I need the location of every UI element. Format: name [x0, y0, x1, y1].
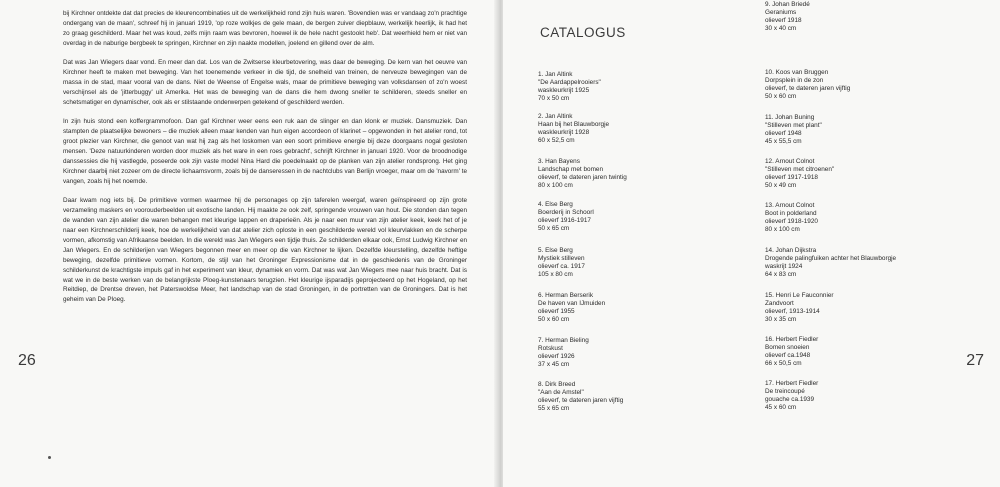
entry-detail: olieverf 1926	[538, 352, 575, 360]
entry-artist: 9. Johan Briedé	[765, 1, 810, 8]
entry-detail: Boot in polderland	[765, 209, 817, 217]
entry-dimensions: 70 x 50 cm	[538, 94, 570, 102]
entry-dimensions: 50 x 49 cm	[765, 181, 797, 189]
entry-detail: olieverf, 1913-1914	[765, 307, 820, 315]
entry-detail: olieverf 1918-1920	[765, 217, 818, 225]
entry-artist: 14. Johan Dijkstra	[765, 247, 817, 254]
paragraph: bij Kirchner ontdekte dat dat precies de kleurencombinaties uit de werkelijkheid rond zijn huis waren. 'Bovendien was er vandaag zo'n prachtige ondergang van de maan', schreef hij in januari 1919, 'op roze wolkjes de gele maan, de bergen zuiver diepblauw, werkelijk heerlijk, ik had het zo graag geschilderd. Maar het was koud, zelfs mijn raam was bevroren, hoewel ik de hele nacht gestookt heb'. Dat weerhield hem er niet van overdag in de naburige bergbeek te springen, Kirchner en zijn naakte modellen, joelend en gillend over de alm.	[63, 10, 467, 47]
catalogue-entry	[765, 69, 850, 101]
entry-artist: 6. Herman Berserik	[538, 292, 594, 299]
entry-artist: 13. Arnout Colnot	[765, 202, 815, 209]
catalogue-entry	[765, 114, 822, 146]
entry-artist: 1. Jan Altink	[538, 71, 573, 78]
entry-detail: olieverf 1918	[765, 16, 802, 24]
entry-dimensions: 105 x 80 cm	[538, 270, 573, 278]
entry-dimensions: 45 x 55,5 cm	[765, 137, 802, 145]
entry-artist: 10. Koos van Bruggen	[765, 69, 829, 76]
entry-detail: De haven van IJmuiden	[538, 299, 606, 307]
entry-dimensions: 30 x 35 cm	[765, 315, 797, 323]
entry-artist: 2. Jan Altink	[538, 113, 573, 120]
entry-detail: olieverf 1948	[765, 129, 802, 137]
catalogue-entry	[538, 292, 605, 324]
entry-detail: Mystiek stilleven	[538, 254, 585, 262]
entry-detail: olieverf ca. 1917	[538, 262, 585, 270]
page-number: 27	[966, 352, 984, 369]
catalogue-entry	[765, 380, 818, 412]
catalogue-entry	[765, 202, 818, 234]
entry-detail: Rotskust	[538, 344, 563, 352]
entry-artist: 7. Herman Bieling	[538, 337, 589, 344]
catalogue-entry	[538, 71, 601, 103]
paragraph: Dat was Jan Wiegers daar vond. En meer dan dat. Los van de Zwitserse kleurbetovering, was daar de beweging. De kern van het oeuvre van Kirchner heeft te maken met beweging. Van het toenemende verkeer in die tijd, de snelheid van treinen, de nerveuze bewegingen van de massa in de stad, maar vooral van de dans. Niet de Weense of Engelse wals, maar de primitieve beweging van volksdansen of zo'n woest verschijnsel als de 'jitterbuggy' uit Amerika. Het was de beweging van de dans die hem dwong sneller te schilderen, steeds sneller en schetsmatiger en dynamischer, ook als er stilstaande onderwerpen getekend of geschilderd werden.	[63, 59, 467, 106]
entry-dimensions: 60 x 52,5 cm	[538, 136, 575, 144]
entry-detail: olieverf ca.1948	[765, 351, 811, 359]
entry-dimensions: 45 x 60 cm	[765, 403, 797, 411]
entry-dimensions: 30 x 40 cm	[765, 24, 797, 32]
entry-detail: Drogende palingfuiken achter het Blauwborgje	[765, 254, 897, 262]
entry-detail: "Stilleven met citroenen"	[765, 165, 835, 173]
entry-detail: olieverf, te dateren jaren vijftig	[765, 84, 851, 92]
right-page	[503, 0, 1000, 487]
catalogue-entry	[765, 1, 810, 33]
entry-dimensions: 37 x 45 cm	[538, 360, 570, 368]
entry-detail: Landschap met bomen	[538, 165, 604, 173]
catalogue-entry	[538, 381, 623, 413]
paragraph: In zijn huis stond een koffergrammofoon. Dan gaf Kirchner weer eens een ruk aan de slinger en dan klonk er muziek. Dansmuziek. Dan stampten de plaatselijke bewoners – die muziek alleen maar kenden van hun eigen accordeon of klarinet – opgewonden in het atelier rond, tot groot plezier van Kirchner, die genoot van wat hij zag als het loskomen van een soort primitieve energie bij deze doorgaans nogal gesloten mensen. 'Deze natuurkinderen worden door muziek als het ware in een roes gebracht', schrijft Kirchner in januari 1920. Voor de broodnodige danssessies die hij vastlegde, poseerde ook zijn vaste model Nina Hard die poedelnaakt op de planken van zijn atelier rondsprong. Het ging Kirchner daarbij niet zozeer om de directe lichaamsvorm, zoals bij de danseressen in de nachtclubs van Berlijn vroeger, maar om de 'navorm' te vangen, zoals hij het noemde.	[63, 118, 467, 185]
entry-dimensions: 50 x 60 cm	[765, 92, 797, 100]
entry-detail: olieverf, te dateren jaren vijftig	[538, 396, 624, 404]
entry-detail: Haan bij het Blauwborgje	[538, 120, 610, 128]
entry-detail: "Stilleven met plant"	[765, 121, 822, 129]
catalogue-entry	[538, 158, 627, 190]
entry-detail: Zandvoort	[765, 299, 794, 307]
entry-detail: olieverf, te dateren jaren twintig	[538, 173, 627, 181]
entry-artist: 5. Else Berg	[538, 247, 573, 254]
entry-detail: olieverf 1955	[538, 307, 575, 315]
entry-artist: 4. Else Berg	[538, 201, 573, 208]
catalogue-entry	[765, 336, 818, 368]
entry-detail: waskleurkrijt 1928	[538, 128, 590, 136]
entry-artist: 11. Johan Buning	[765, 114, 815, 121]
entry-detail: "De Aardappelrooiers"	[538, 78, 601, 86]
catalogue-entry	[538, 247, 585, 279]
entry-detail: olieverf 1917-1918	[765, 173, 818, 181]
entry-dimensions: 80 x 100 cm	[538, 181, 573, 189]
entry-dimensions: 55 x 65 cm	[538, 404, 570, 412]
catalogue-entry	[538, 113, 609, 145]
entry-detail: waskleurkrijt 1925	[538, 86, 590, 94]
catalogue-entry	[538, 201, 594, 233]
entry-dimensions: 64 x 83 cm	[765, 270, 797, 278]
catalogue-entry	[765, 292, 834, 324]
entry-dimensions: 50 x 65 cm	[538, 224, 570, 232]
catalogue-title: CATALOGUS	[540, 25, 626, 40]
entry-detail: waskrijt 1924	[765, 262, 803, 270]
entry-artist: 16. Herbert Fiedler	[765, 336, 819, 343]
entry-artist: 3. Han Bayens	[538, 158, 580, 165]
entry-artist: 12. Arnout Colnot	[765, 158, 815, 165]
page-mark	[48, 456, 51, 459]
entry-detail: Bomen snoeien	[765, 343, 810, 351]
entry-detail: Boerderij in Schoorl	[538, 208, 594, 216]
entry-detail: Geraniums	[765, 8, 797, 16]
left-page	[0, 0, 497, 487]
entry-detail: gouache ca.1939	[765, 395, 815, 403]
entry-detail: Dorpsplein in de zon	[765, 76, 824, 84]
catalogue-entry	[765, 247, 896, 279]
page-number: 26	[18, 352, 36, 369]
body-text	[63, 9, 467, 315]
entry-dimensions: 80 x 100 cm	[765, 225, 800, 233]
entry-dimensions: 50 x 60 cm	[538, 315, 570, 323]
entry-detail: olieverf 1916-1917	[538, 216, 591, 224]
entry-artist: 15. Henri Le Fauconnier	[765, 292, 834, 299]
entry-dimensions: 66 x 50,5 cm	[765, 359, 802, 367]
entry-detail: De treincoupé	[765, 387, 805, 395]
entry-artist: 8. Dirk Breed	[538, 381, 576, 388]
entry-detail: "Aan de Amstel"	[538, 388, 584, 396]
catalogue-entry	[538, 337, 589, 369]
catalogue-entry	[765, 158, 834, 190]
paragraph: Daar kwam nog iets bij. De primitieve vormen waarmee hij de personages op zijn taferelen weergaf, waren geïnspireerd op zijn grote verzameling maskers en voorouderbeelden uit exotische landen. Hij maakte ze ook zelf, springende vrouwen van hout. Die stonden dan tegen de wanden van zijn atelier die waren behangen met kleurige lappen en draperieën. Als je naar een muur van zijn atelier keek, keek het of je naar een Kirchnerschilderij keek, hoe de werkelijkheid van dat atelier zich oploste in een geschilderde wereld vol kleurvlakken en de scherpe vormen, afkomstig van Afrikaanse beelden. In die wereld was Jan Wiegers een tijdje thuis. Ze schilderden elkaar ook, Ernst Ludwig Kirchner en Jan Wiegers. En de schilderijen van Wiegers begonnen meer en meer op die van Kirchner te lijken. Dezelfde kleurstelling, dezelfde heftige beweging, dezelfde primitieve vormen. Kortom, de stijl van het Groninger Expressionisme dat in de geschiedenis van de Groninger schilderkunst de krachtigste impuls gaf in het experiment van kleur, dynamiek en vorm. Dat was wat Jan Wiegers mee naar huis bracht. Dat is wat we in de beste werken van de belangrijkste Ploeg-kunstenaars terugzien. Het kleurige ijsparadijs geprojecteerd op het Hogeland, op het Reitdiep, de Drentse dreven, het Paterswoldse Meer, het landschap van de stad Groningen, in de portretten van de Groningers. Dat is het geheim van De Ploeg.	[63, 197, 467, 304]
entry-artist: 17. Herbert Fiedler	[765, 380, 819, 387]
